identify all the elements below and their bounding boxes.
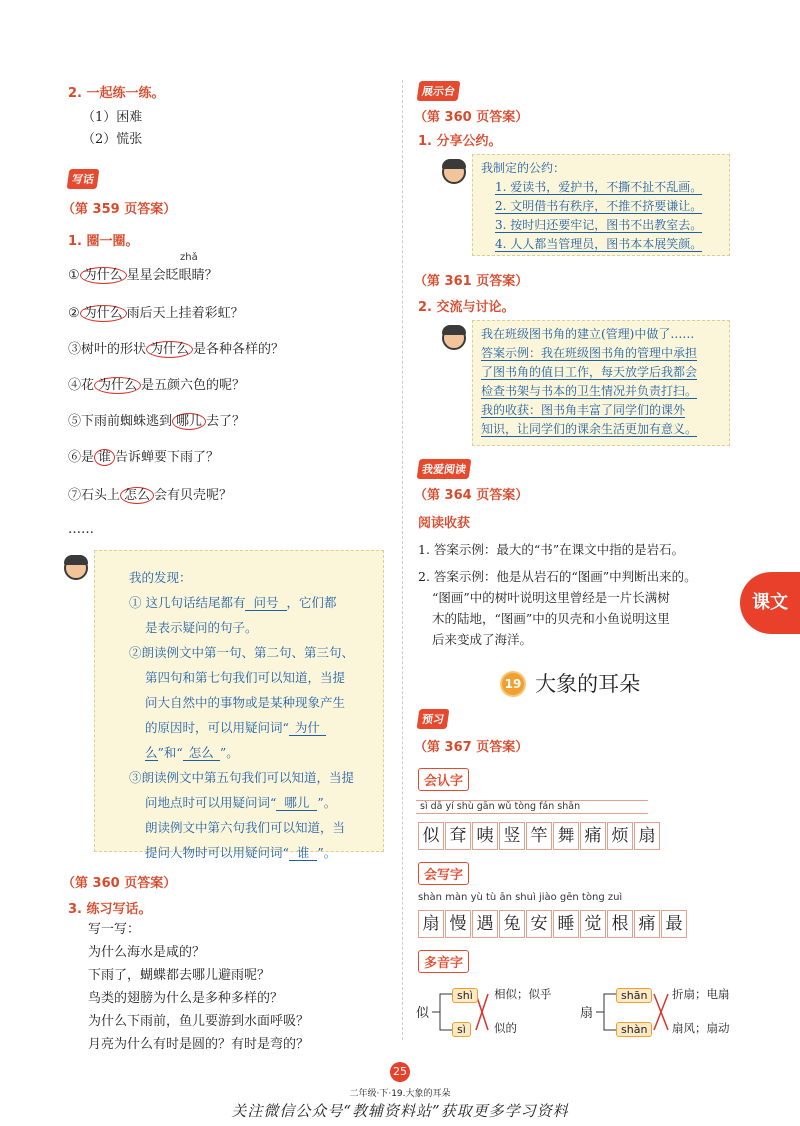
char-box: 觉 xyxy=(580,910,606,938)
huirenzi-chars xyxy=(418,822,661,850)
discuss-title: 2. 交流与讨论。 xyxy=(418,300,515,315)
pinyin-pill: shān xyxy=(616,988,652,1003)
sentence-2: ② 为什么 雨后天上挂着彩虹？ xyxy=(68,306,244,321)
convention-title: 我制定的公约： xyxy=(481,161,566,175)
pinyin-pill: sì xyxy=(452,1022,471,1037)
sentence-1: ① 为什么 星星会眨眼睛？ xyxy=(68,268,218,283)
sentence-5: ⑤下雨前蜘蛛逃到 哪儿 去了？ xyxy=(68,414,246,429)
char-box: 睡 xyxy=(553,910,579,938)
blank-answer: 谁 xyxy=(289,845,318,861)
sentence-7: ⑦石头上 怎么 会有贝壳呢？ xyxy=(68,488,233,503)
lesson-heading xyxy=(500,668,640,698)
char-box: 最 xyxy=(661,910,687,938)
lesson-title: 大象的耳朵 xyxy=(535,672,641,696)
huirenzi-label: 会认字 xyxy=(418,768,469,791)
circled-word: 怎么 xyxy=(120,487,154,504)
convention-box: 我制定的公约： 1. 爱读书，爱护书，不撕不扯不乱画。 2. 文明借书有秩序，不推不挤要谦让。 3. 按时归还要牢记，图书不出教室去。 4. 人人都当管理员，图书本本展笑颜。 xyxy=(472,154,730,256)
char-box: 慢 xyxy=(445,910,471,938)
char-box: 扇 xyxy=(634,822,660,850)
char-box: 根 xyxy=(607,910,633,938)
circled-word: 谁 xyxy=(94,449,115,466)
char-box: 遇 xyxy=(472,910,498,938)
char-box: 痛 xyxy=(580,822,606,850)
pinyin-pill: shàn xyxy=(616,1022,652,1037)
practice-title: 2. 一起练一练。 xyxy=(68,86,165,101)
duoyinzi-label: 多音字 xyxy=(418,950,469,973)
reading-answer-1: 1. 答案示例：最大的“书”在课文中指的是岩石。 xyxy=(418,542,685,557)
char-box: 咦 xyxy=(472,822,498,850)
practice-item-1: （1）困难 xyxy=(82,110,143,125)
sentence-6: ⑥是 谁 告诉蝉要下雨了？ xyxy=(68,450,220,465)
circled-word: 为什么 xyxy=(80,305,127,322)
share-title: 1. 分享公约。 xyxy=(418,134,502,149)
blank-answer: 为什 xyxy=(289,720,326,736)
pinyin-zha: zhǎ xyxy=(180,252,198,263)
char-box: 似 xyxy=(418,822,444,850)
answer-360-right-header: （第 360 页答案） xyxy=(414,110,529,125)
char-box: 痛 xyxy=(634,910,660,938)
yuxi-tag: 预习 xyxy=(417,709,450,729)
practice-item-2: （2）慌张 xyxy=(82,132,143,147)
circled-word: 为什么 xyxy=(94,377,141,394)
char-box: 耷 xyxy=(445,822,471,850)
ellipsis: …… xyxy=(68,522,94,537)
char-box: 竖 xyxy=(499,822,525,850)
char-box: 安 xyxy=(526,910,552,938)
char-box: 竿 xyxy=(526,822,552,850)
circled-word: 哪儿 xyxy=(172,413,206,430)
sentence-3: ③树叶的形状 为什么 是各种各样的？ xyxy=(68,342,285,357)
char-box: 烦 xyxy=(607,822,633,850)
huixiezi-chars xyxy=(418,910,688,938)
reading-title: 阅读收获 xyxy=(418,516,471,531)
zhanshitai-tag: 展示台 xyxy=(417,81,461,101)
column-divider xyxy=(402,80,403,1040)
huixiezi-label: 会写字 xyxy=(418,862,469,885)
answer-367-header: （第 367 页答案） xyxy=(414,740,529,755)
sentence-4: ④花 为什么 是五颜六色的呢？ xyxy=(68,378,246,393)
circled-word: 为什么 xyxy=(146,341,193,358)
char-box: 舞 xyxy=(553,822,579,850)
woaiyuedu-tag: 我爱阅读 xyxy=(417,459,472,479)
student-avatar-icon xyxy=(442,160,466,184)
pinyin-pill: shì xyxy=(452,988,478,1003)
huirenzi-pinyin: sì dā yí shù gān wǔ tòng fán shān xyxy=(420,801,581,812)
char-box: 扇 xyxy=(418,910,444,938)
answer-364-header: （第 364 页答案） xyxy=(414,488,529,503)
answer-359-header: （第 359 页答案） xyxy=(62,202,177,217)
student-avatar-icon xyxy=(442,326,466,350)
circle-title: 1. 圈一圈。 xyxy=(68,234,139,249)
answer-360-header: （第 360 页答案） xyxy=(62,876,177,891)
page-number: 25 xyxy=(390,1062,410,1082)
finding-title: 我的发现： xyxy=(129,570,192,585)
huixiezi-pinyin: shàn màn yù tù ān shuì jiào gēn tòng zuì xyxy=(418,892,623,903)
practice3-title: 3. 练习写话。 xyxy=(68,902,152,917)
footer-watermark: 关注微信公众号“教辅资料站”获取更多学习资料 xyxy=(231,1102,569,1120)
blank-answer: 哪儿 xyxy=(276,795,317,811)
lesson-number-badge: 19 xyxy=(500,671,526,697)
polyphone-si: 似 shì sì 相似；似乎 似的 xyxy=(416,987,552,1036)
write-examples: 写一写： 为什么海水是咸的？ 下雨了，蝴蝶都去哪儿避雨呢？ 鸟类的翅膀为什么是多种多样的？ 为什么下雨前，鱼儿要游到水面呼吸？ 月亮为什么有时是圆的？有时是弯的？ xyxy=(88,922,310,1052)
reading-answer-2: 2. 答案示例：他是从岩石的“图画”中判断出来的。 “图画”中的树叶说明这里曾经是一片长满树 木的陆地，“图画”中的贝壳和小鱼说明这里 后来变成了海洋。 xyxy=(418,569,697,647)
footer-lesson-info: 二年级·下·19.大象的耳朵 xyxy=(349,1089,451,1099)
char-box: 兔 xyxy=(499,910,525,938)
blank-answer: 问号 xyxy=(245,595,286,611)
finding-box: 我的发现： ① 这几句话结尾都有 问号 ，它们都 是表示疑问的句子。 ②朗读例文中第一句、第二句、第三句、 第四句和第七句我们可以知道，当提 问大自然中的事物或是某种现象产生 的原因时，可以用疑问词“ 为什 么”和“ 怎么 ”。 ③朗读例文中第五句我们可以知道，当提 问地点时可以用疑问词“ 哪儿 ”。 朗读例文中第六句我们可以知道，当 提问人物时可以用疑问词“ 谁 ”。 xyxy=(94,550,384,852)
polyphone-shan: 扇 shān shàn 折扇；电扇 扇风；扇动 xyxy=(580,987,730,1036)
answer-361-header: （第 361 页答案） xyxy=(414,274,529,289)
circled-word: 为什么 xyxy=(80,267,127,284)
student-avatar-icon xyxy=(64,556,88,580)
blank-answer: 怎么 xyxy=(183,745,220,761)
side-tab-kewen[interactable]: 课文 xyxy=(740,572,800,634)
xiehua-tag: 写话 xyxy=(67,169,100,189)
discuss-box: 我在班级图书角的建立(管理)中做了…… 答案示例：我在班级图书角的管理中承担 了图书角的值日工作，每天放学后我都会 检查书架与书本的卫生情况并负责打扫。 我的收获：图书角丰富了同学们的课外 知识，让同学们的课余生活更加有意义。 xyxy=(472,320,730,446)
blank-answer: 么 xyxy=(145,745,158,760)
